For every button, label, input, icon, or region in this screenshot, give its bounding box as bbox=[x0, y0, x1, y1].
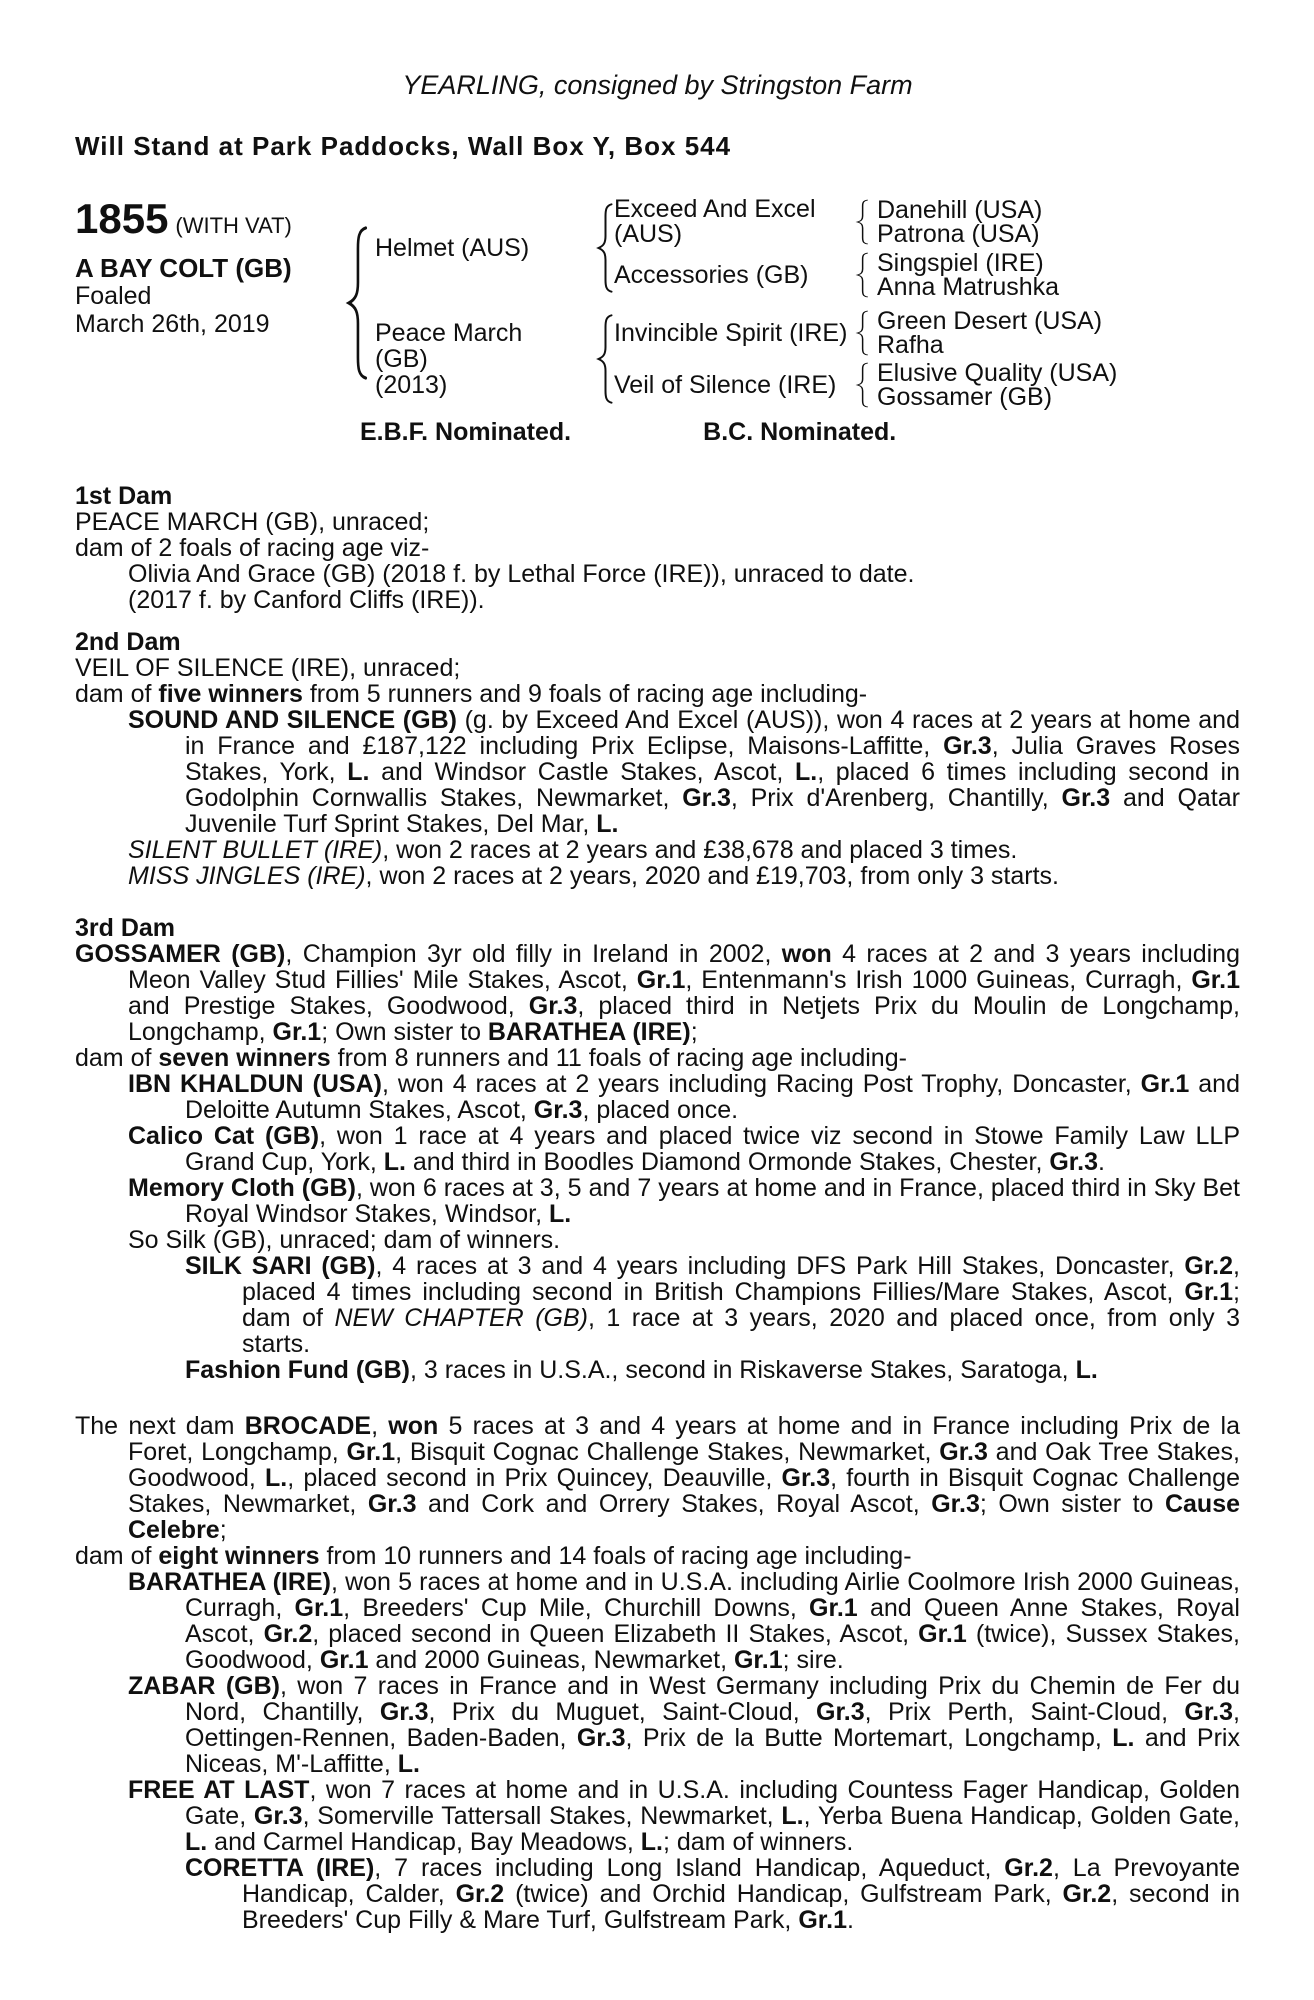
section-heading: 2nd Dam bbox=[75, 628, 181, 656]
stand-location: Will Stand at Park Paddocks, Wall Box Y, Box 544 bbox=[75, 131, 732, 161]
catalogue-paragraph: Calico Cat (GB), won 1 race at 4 years and placed twice viz second in Stowe Family Law LLP Grand Cup, York, L. and third in Boodles Diamond Ormonde Stakes, Chester, Gr.3. bbox=[128, 1122, 1241, 1176]
catalogue-paragraph: dam of 2 foals of racing age viz- bbox=[75, 534, 430, 562]
catalogue-paragraph: FREE AT LAST, won 7 races at home and in U.S.A. including Countess Fager Handicap, Golden Gate, Gr.3, Somerville Tattersall Stakes, Newmarket, L., Yerba Buena Handicap, Golden Gate, L. and Carmel Handicap, Bay Meadows, L.; dam of winners. bbox=[128, 1776, 1241, 1856]
catalogue-paragraph: dam of five winners from 5 runners and 9 foals of racing age including- bbox=[75, 680, 868, 708]
catalogue-paragraph: VEIL OF SILENCE (IRE), unraced; bbox=[75, 654, 461, 682]
catalogue-paragraph: dam of eight winners from 10 runners and 14 foals of racing age including- bbox=[75, 1542, 912, 1570]
catalogue-paragraph: (2017 f. by Canford Cliffs (IRE)). bbox=[128, 586, 485, 614]
nominations bbox=[75, 419, 1240, 445]
pedigree-tree bbox=[343, 197, 1117, 409]
foaled-label: Foaled bbox=[75, 282, 152, 310]
grandsire-name: Exceed And Excel (AUS) bbox=[614, 195, 816, 248]
catalogue-paragraph: BARATHEA (IRE), won 5 races at home and in U.S.A. including Airlie Coolmore Irish 2000 Guineas, Curragh, Gr.1, Breeders' Cup Mile, Churchill Downs, Gr.1 and Queen Anne Stakes, Royal Ascot, Gr.2, placed second in Queen Elizabeth II Stakes, Ascot, Gr.1 (twice), Sussex Stakes, Goodwood, Gr.1 and 2000 Guineas, Newmarket, Gr.1; sire. bbox=[128, 1568, 1241, 1674]
dam-section bbox=[75, 1413, 1240, 1933]
sire-grandparents bbox=[614, 197, 1059, 299]
catalogue-paragraph: Olivia And Grace (GB) (2018 f. by Lethal Force (IRE)), unraced to date. bbox=[128, 560, 915, 588]
bc-nominated: B.C. Nominated. bbox=[703, 418, 897, 446]
catalogue-paragraph: SILENT BULLET (IRE), won 2 races at 2 years and £38,678 and placed 3 times. bbox=[128, 836, 1018, 864]
pedigree-brace-icon bbox=[854, 310, 869, 356]
pedigree-brace-icon bbox=[594, 202, 614, 294]
lot-info bbox=[75, 197, 343, 337]
dam-sections bbox=[75, 483, 1240, 1933]
catalogue-paragraph: SILK SARI (GB), 4 races at 3 and 4 years including DFS Park Hill Stakes, Doncaster, Gr.2, placed 4 times including second in British Champions Fillies/Mare Stakes, Ascot, Gr.1; dam of NEW CHAPTER (GB), 1 race at 3 years, 2020 and placed once, from only 3 starts. bbox=[185, 1252, 1241, 1358]
catalogue-paragraph: IBN KHALDUN (USA), won 4 races at 2 years including Racing Post Trophy, Doncaster, Gr.1 and Deloitte Autumn Stakes, Ascot, Gr.3, placed once. bbox=[128, 1070, 1240, 1124]
pedigree-halves bbox=[375, 197, 1117, 409]
great-grandparent-names: Danehill (USA) Patrona (USA) bbox=[877, 196, 1043, 248]
catalogue-paragraph: SOUND AND SILENCE (GB) (g. by Exceed And Excel (AUS)), won 4 races at 2 years at home and in France and £187,122 including Prix Eclipse, Maisons-Laffitte, Gr.3, Julia Graves Roses Stakes, York, L. and Windsor Castle Stakes, Ascot, L., placed 6 times including second in Godolphin Cornwallis Stakes, Newmarket, Gr.3, Prix d'Arenberg, Chantilly, Gr.3 and Qatar Juvenile Turf Sprint Stakes, Del Mar, L. bbox=[128, 706, 1240, 838]
colt-name: A BAY COLT (GB) bbox=[75, 253, 292, 283]
dam-branch bbox=[375, 309, 1117, 409]
ebf-nominated: E.B.F. Nominated. bbox=[360, 418, 572, 446]
catalogue-paragraph: So Silk (GB), unraced; dam of winners. bbox=[128, 1226, 561, 1254]
catalogue-paragraph: ZABAR (GB), won 7 races in France and in West Germany including Prix du Chemin de Fer du Nord, Chantilly, Gr.3, Prix du Muguet, Saint-Cloud, Gr.3, Prix Perth, Saint-Cloud, Gr.3, Oettingen-Rennen, Baden-Baden, Gr.3, Prix de la Butte Mortemart, Longchamp, L. and Prix Niceas, M'-Laffitte, L. bbox=[128, 1672, 1240, 1778]
great-grandparent-names: Singspiel (IRE) Anna Matrushka bbox=[877, 249, 1060, 301]
section-heading: 3rd Dam bbox=[75, 914, 176, 942]
catalogue-paragraph: dam of seven winners from 8 runners and 11 foals of racing age including- bbox=[75, 1044, 907, 1072]
dam-section bbox=[75, 629, 1240, 889]
lot-number-line bbox=[75, 195, 343, 242]
dam-grandparents bbox=[614, 309, 1117, 409]
grandsire-row bbox=[614, 197, 1059, 247]
pedigree-brace-icon bbox=[854, 199, 869, 245]
dam-section bbox=[75, 483, 1240, 613]
pedigree-brace-icon bbox=[854, 252, 869, 298]
pedigree-brace-icon bbox=[854, 362, 869, 408]
catalogue-paragraph: GOSSAMER (GB), Champion 3yr old filly in Ireland in 2002, won 4 races at 2 and 3 years including Meon Valley Stud Fillies' Mile Stakes, Ascot, Gr.1, Entenmann's Irish 1000 Guineas, Curragh, Gr.1 and Prestige Stakes, Goodwood, Gr.3, placed third in Netjets Prix du Moulin de Longchamp, Longchamp, Gr.1; Own sister to BARATHEA (IRE); bbox=[75, 940, 1240, 1046]
catalogue-paragraph: Memory Cloth (GB), won 6 races at 3, 5 and 7 years at home and in France, placed third in Sky Bet Royal Windsor Stakes, Windsor, L. bbox=[128, 1174, 1240, 1228]
catalogue-paragraph: Fashion Fund (GB), 3 races in U.S.A., second in Riskaverse Stakes, Saratoga, L. bbox=[185, 1356, 1098, 1384]
grandsire-row bbox=[614, 309, 1117, 357]
catalogue-paragraph: MISS JINGLES (IRE), won 2 races at 2 years, 2020 and £19,703, from only 3 starts. bbox=[128, 862, 1059, 890]
dam-section bbox=[75, 915, 1240, 1383]
foaled-date: March 26th, 2019 bbox=[75, 310, 270, 338]
vat-note: (WITH VAT) bbox=[175, 213, 292, 238]
pedigree-brace-icon bbox=[594, 313, 614, 405]
catalogue-paragraph: The next dam BROCADE, won 5 races at 3 and 4 years at home and in France including Prix de la Foret, Longchamp, Gr.1, Bisquit Cognac Challenge Stakes, Newmarket, Gr.3 and Oak Tree Stakes, Goodwood, L., placed second in Prix Quincey, Deauville, Gr.3, fourth in Bisquit Cognac Challenge Stakes, Newmarket, Gr.3 and Cork and Orrery Stakes, Royal Ascot, Gr.3; Own sister to Cause Celebre; bbox=[75, 1412, 1241, 1544]
lot-and-pedigree bbox=[75, 197, 1240, 409]
great-grandparent-names: Elusive Quality (USA) Gossamer (GB) bbox=[877, 359, 1118, 411]
granddam-name: Accessories (GB) bbox=[614, 260, 809, 289]
catalogue-paragraph: CORETTA (IRE), 7 races including Long Island Handicap, Aqueduct, Gr.2, La Prevoyante Handicap, Calder, Gr.2 (twice) and Orchid Handicap, Gulfstream Park, Gr.2, second in Breeders' Cup Filly & Mare Turf, Gulfstream Park, Gr.1. bbox=[185, 1854, 1240, 1934]
great-grandparent-names: Green Desert (USA) Rafha bbox=[877, 307, 1103, 359]
dam-name: Peace March (GB) (2013) bbox=[375, 319, 523, 399]
catalogue-paragraph: PEACE MARCH (GB), unraced; bbox=[75, 508, 430, 536]
lot-number: 1855 bbox=[75, 195, 169, 242]
sire-branch bbox=[375, 197, 1117, 299]
granddam-name: Veil of Silence (IRE) bbox=[614, 370, 837, 399]
page-title: YEARLING, consigned by Stringston Farm bbox=[402, 70, 913, 100]
section-heading: 1st Dam bbox=[75, 482, 173, 510]
granddam-row bbox=[614, 361, 1117, 409]
sire-name: Helmet (AUS) bbox=[375, 234, 530, 262]
granddam-row bbox=[614, 251, 1059, 299]
pedigree-brace-icon bbox=[343, 224, 369, 382]
grandsire-name: Invincible Spirit (IRE) bbox=[614, 318, 848, 347]
